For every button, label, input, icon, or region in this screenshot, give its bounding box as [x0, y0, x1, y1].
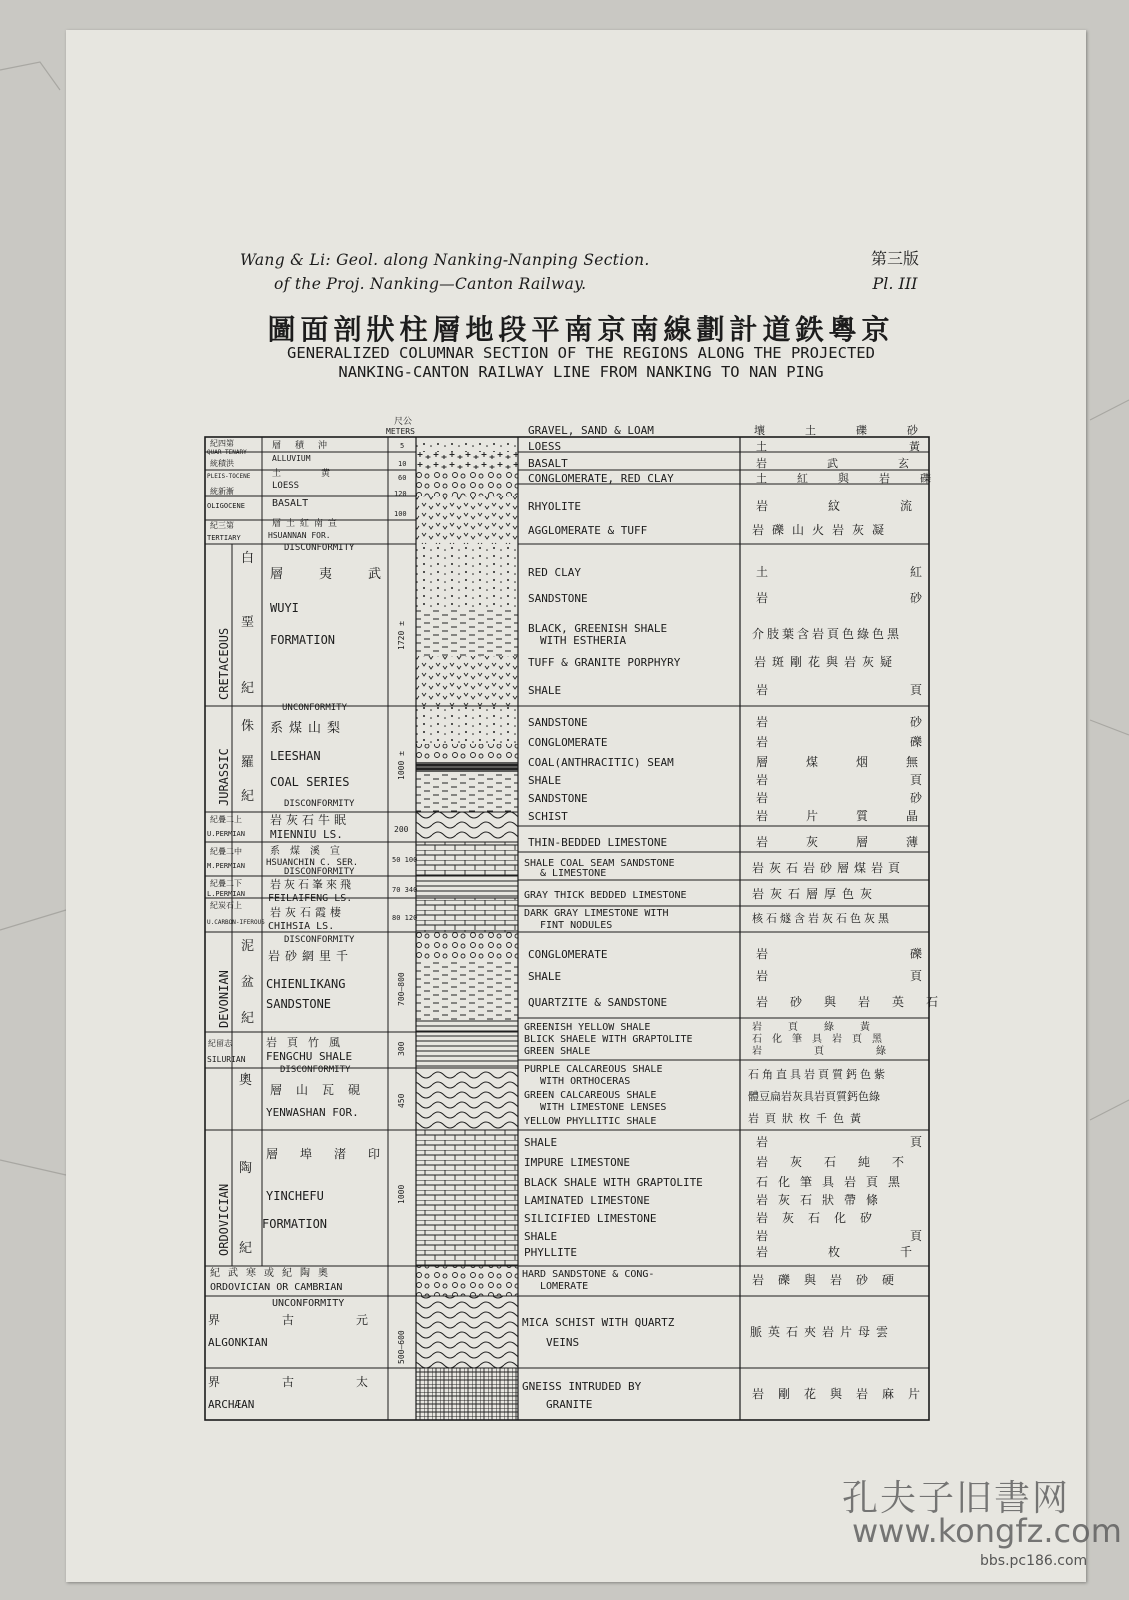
lith-en: WITH ORTHOCERAS	[540, 1076, 631, 1087]
formation-en: MIENNIU LS.	[270, 828, 343, 841]
formation-en: YENWASHAN FOR.	[266, 1106, 359, 1119]
watermark-text: 孔夫子旧書网	[842, 1478, 1071, 1519]
era-en: CRETACEOUS	[217, 627, 231, 700]
lith-en: TUFF & GRANITE PORPHYRY	[528, 656, 681, 669]
lith-cn: 脈英石夾岩片母雲	[750, 1325, 895, 1339]
lith-en: CONGLOMERATE, RED CLAY	[528, 472, 674, 485]
lith-cn: 壤土礫砂	[754, 424, 958, 437]
lith-cn: 岩灰石純不	[756, 1155, 927, 1169]
era-cn: 統積洪	[210, 459, 234, 468]
era-cn: 羅	[241, 755, 255, 770]
lith-en: MICA SCHIST WITH QUARTZ	[522, 1316, 675, 1329]
lithology-column	[416, 442, 518, 1420]
formation-en: FEILAIFENG LS.	[268, 893, 353, 904]
break-label: DISCONFORMITY	[280, 1065, 351, 1075]
title-chinese: 圖面剖狀柱層地段平南京南線劃計道鉄粵京	[267, 313, 895, 346]
era-cn: 白	[241, 551, 255, 566]
lith-en: BLICK SHAELE WITH GRAPTOLITE	[524, 1034, 693, 1045]
era-cn: 紀疊二上	[210, 815, 242, 824]
lith-en: HARD SANDSTONE & CONG-	[522, 1269, 655, 1280]
era-en: SILURIAN	[207, 1055, 246, 1064]
meters-header-cn: 尺公	[394, 417, 413, 427]
formation-en: FORMATION	[262, 1217, 328, 1231]
era-cn: 紀	[241, 681, 255, 696]
lith-en: SCHIST	[528, 810, 568, 823]
lith-cn: 岩灰石岩砂層煤岩頁	[752, 861, 906, 875]
lith-en: GREEN CALCAREOUS SHALE	[524, 1090, 657, 1101]
lith-cn: 岩頁綠黃	[752, 1022, 896, 1033]
lith-cn: 岩礫山火岩灰凝	[752, 523, 893, 537]
lithology-descriptions	[522, 423, 1064, 1411]
lith-cn: 岩紋流	[756, 499, 973, 513]
lith-cn: 層煤烟無	[756, 755, 957, 769]
era-en: L.PERMIAN	[207, 890, 245, 898]
formation-en: SANDSTONE	[266, 997, 332, 1011]
formation-en: COAL SERIES	[270, 775, 350, 789]
lith-en: SHALE	[528, 684, 562, 697]
era-cn: 侏	[241, 719, 255, 734]
lith-en: BLACK, GREENISH SHALE	[528, 622, 668, 635]
formation-en: FENGCHU SHALE	[266, 1050, 353, 1063]
watermark-forum: bbs.pc186.com	[980, 1553, 1088, 1569]
lith-en: RED CLAY	[528, 566, 581, 579]
lith-en: FINT NODULES	[540, 920, 613, 931]
lith-cn: 岩灰石狀帶條	[756, 1193, 889, 1207]
lith-en: SANDSTONE	[528, 592, 588, 605]
era-cn: 紀四第	[210, 439, 234, 448]
formation-en: ALLUVIUM	[272, 454, 311, 463]
formation-cn: 層夷武	[270, 567, 418, 582]
lith-cn: 岩頁	[756, 969, 1065, 983]
lith-cn: 土黃	[756, 440, 1062, 453]
lith-en: GNEISS INTRUDED BY	[522, 1380, 642, 1393]
era-cn: 陶	[239, 1161, 253, 1176]
lith-en: SHALE	[524, 1136, 558, 1149]
lith-cn: 岩礫	[756, 947, 1065, 961]
title-english-line-2: NANKING-CANTON RAILWAY LINE FROM NANKING TO NAN PING	[338, 363, 824, 381]
lith-cn: 岩頁	[756, 683, 1065, 697]
era-cn: 堊	[241, 615, 255, 630]
era-en: DEVONIAN	[217, 970, 231, 1028]
lith-cn: 岩灰層薄	[756, 835, 957, 849]
lith-en: CONGLOMERATE	[528, 736, 608, 749]
thickness-value: 50 100	[392, 856, 418, 864]
watermark-url: www.kongfz.com	[852, 1512, 1122, 1550]
era-cn: 紀三第	[210, 521, 234, 530]
lith-cn: 岩灰石化矽	[756, 1211, 887, 1225]
thickness-value: 10	[398, 460, 407, 468]
formation-cn: 岩灰石霞棲	[270, 906, 345, 919]
lith-cn: 土紅	[756, 565, 1065, 579]
formation-cn: 岩砂網里千	[268, 949, 354, 963]
thickness-value: 1000	[397, 1184, 406, 1204]
lith-en: BASALT	[528, 457, 568, 470]
lith-cn: 岩灰石層厚色灰	[752, 887, 879, 901]
lith-cn: 岩砂與岩英石	[756, 995, 961, 1009]
lith-en: SILICIFIED LIMESTONE	[524, 1212, 657, 1225]
lith-en: PURPLE CALCAREOUS SHALE	[524, 1064, 663, 1075]
break-label: DISCONFORMITY	[284, 935, 355, 945]
lith-en: SHALE	[528, 970, 562, 983]
formation-cn: 岩灰石峯來飛	[270, 878, 354, 891]
era-en: U.CARBON-IFEROUS	[207, 919, 265, 926]
formation-cn: 層積沖	[272, 441, 342, 451]
thickness-value: 1720 ±	[397, 621, 406, 650]
formation-en: YINCHEFU	[266, 1189, 324, 1203]
lith-en: COAL(ANTHRACITIC) SEAM	[528, 756, 674, 769]
formation-en: HSUANCHIN C. SER.	[266, 858, 359, 868]
lith-en: VEINS	[546, 1336, 580, 1349]
lith-en: CONGLOMERATE	[528, 948, 608, 961]
meters-header-en: METERS	[386, 427, 415, 436]
era-cn: 紀	[239, 1241, 253, 1256]
lith-cn: 岩頁	[756, 1135, 1065, 1149]
lith-en: WITH LIMESTONE LENSES	[540, 1102, 667, 1113]
lith-en: SANDSTONE	[528, 792, 588, 805]
formation-en: CHIENLIKANG	[266, 977, 346, 991]
era-cn: 泥	[241, 939, 255, 954]
era-cn: 奧	[239, 1073, 253, 1088]
lith-cn: 岩武玄	[756, 457, 969, 470]
era-cn: 紀疊二中	[210, 847, 242, 856]
lith-en: SANDSTONE	[528, 716, 588, 729]
lith-en: LOMERATE	[540, 1281, 589, 1292]
lith-en: BLACK SHALE WITH GRAPTOLITE	[524, 1176, 703, 1189]
lith-en: LOESS	[528, 440, 562, 453]
formation-en: BASALT	[272, 498, 309, 509]
formation-en: CHIHSIA LS.	[268, 921, 335, 932]
thickness-value: 70 340	[392, 886, 418, 894]
lith-en: GREENISH YELLOW SHALE	[524, 1022, 651, 1033]
formation-en: ORDOVICIAN OR CAMBRIAN	[210, 1282, 343, 1293]
thickness-value: 300	[397, 1041, 406, 1056]
era-en: OLIGOCENE	[207, 502, 245, 510]
lith-en: THIN-BEDDED LIMESTONE	[528, 836, 668, 849]
lith-cn: 岩頁狀枚千色黃	[748, 1112, 867, 1125]
break-label: UNCONFORMITY	[282, 703, 348, 713]
lith-en: SHALE	[528, 774, 562, 787]
lith-en: GREEN SHALE	[524, 1046, 591, 1057]
era-labels	[207, 438, 265, 1256]
formation-cn: 層埠渚印	[266, 1147, 403, 1161]
era-cn: 紀	[241, 789, 255, 804]
thickness-value: 5	[400, 442, 405, 450]
lith-en: GRAVEL, SAND & LOAM	[528, 424, 654, 437]
formation-en: WUYI	[270, 601, 299, 615]
lith-en: GRANITE	[546, 1398, 593, 1411]
era-en: JURASSIC	[217, 748, 231, 806]
thickness-value: 120	[394, 490, 407, 498]
lith-cn: 岩斑剛花與岩灰疑	[754, 655, 899, 669]
lith-cn: 岩砂	[756, 591, 1065, 605]
lith-en: LAMINATED LIMESTONE	[524, 1194, 650, 1207]
formation-cn: 紀武寒或紀陶奧	[210, 1268, 336, 1279]
lith-cn: 石化筆具岩頁黑	[752, 1034, 892, 1045]
lith-cn: 岩剛花與岩麻片	[752, 1387, 935, 1401]
thickness-value: 700–800	[397, 972, 406, 1006]
era-cn: 紀炭石上	[210, 901, 242, 910]
formation-cn: 層土紅南宣	[272, 519, 343, 529]
era-cn: 紀疊二下	[210, 879, 242, 888]
lith-cn: 體豆扁岩灰具岩頁質鈣色綠	[748, 1090, 880, 1103]
lith-cn: 介肢葉含岩頁色綠色黑	[752, 627, 903, 641]
formation-cn: 界古元	[208, 1313, 431, 1327]
lith-cn: 岩頁	[756, 1229, 1065, 1243]
formation-cn: 系煤山梨	[270, 721, 347, 736]
lith-en: & LIMESTONE	[540, 868, 607, 879]
plate-number-cn: 第三版	[870, 249, 919, 268]
thickness-value: 1000 ±	[397, 751, 406, 780]
lith-en: RHYOLITE	[528, 500, 581, 513]
formation-en: LOESS	[272, 481, 300, 491]
lith-cn: 土紅與岩礫	[756, 472, 961, 485]
lith-en: GRAY THICK BEDDED LIMESTONE	[524, 890, 687, 901]
formation-en: LEESHAN	[270, 749, 321, 763]
era-cn: 紀留志	[208, 1039, 232, 1048]
break-label: DISCONFORMITY	[284, 867, 355, 877]
formation-en: HSUANNAN FOR.	[268, 531, 331, 540]
break-label: DISCONFORMITY	[284, 543, 355, 553]
lith-cn: 石化筆具岩頁黑	[756, 1175, 911, 1189]
lith-en: YELLOW PHYLLITIC SHALE	[524, 1116, 657, 1127]
lith-en: AGGLOMERATE & TUFF	[528, 524, 648, 537]
era-en: M.PERMIAN	[207, 862, 245, 870]
era-cn: 盆	[241, 975, 255, 990]
era-en: PLEIS-TOCENE	[207, 473, 251, 480]
formation-en: ALGONKIAN	[208, 1336, 268, 1349]
thickness-value: 100	[394, 510, 407, 518]
formation-cn: 岩灰石牛眠	[270, 813, 351, 827]
era-en: TERTIARY	[207, 534, 241, 542]
thickness-value: 200	[394, 825, 409, 834]
thickness-value: 450	[397, 1093, 406, 1108]
lith-cn: 岩片質晶	[756, 809, 957, 823]
era-en: U.PERMIAN	[207, 830, 245, 838]
formation-cn: 岩頁竹風	[266, 1036, 350, 1049]
formation-cn: 層山瓦硯	[270, 1083, 375, 1097]
lith-cn: 石角直具岩頁質鈣色紫	[748, 1068, 888, 1081]
era-cn: 紀	[241, 1011, 255, 1026]
era-en: ORDOVICIAN	[217, 1183, 231, 1256]
lith-cn: 核石燧含岩灰石色灰黑	[752, 912, 892, 925]
lith-cn: 岩砂	[756, 715, 1065, 729]
lith-en: DARK GRAY LIMESTONE WITH	[524, 908, 669, 919]
lith-cn: 岩頁	[756, 773, 1065, 787]
thickness-value: 80 120	[392, 914, 418, 922]
lith-cn: 岩礫與岩砂硬	[752, 1273, 909, 1287]
lith-cn: 岩礫	[756, 735, 1065, 749]
lith-cn: 岩枚千	[756, 1245, 973, 1259]
lith-en: SHALE	[524, 1230, 558, 1243]
lith-cn: 岩頁綠	[752, 1046, 938, 1057]
title-english-line-1: GENERALIZED COLUMNAR SECTION OF THE REGIONS ALONG THE PROJECTED	[287, 344, 875, 362]
era-en: QUAR-TENARY	[207, 449, 247, 456]
citation-line-1: Wang & Li: Geol. along Nanking-Nanping Section.	[240, 251, 650, 269]
thickness-value: 60	[398, 474, 407, 482]
formation-cn: 土黄	[272, 469, 371, 479]
citation-line-2: of the Proj. Nanking—Canton Railway.	[274, 275, 587, 293]
lith-cn: 岩砂	[756, 791, 1065, 805]
formation-cn: 系煤溪宣	[270, 846, 350, 857]
lith-en: PHYLLITE	[524, 1246, 577, 1259]
formation-en: FORMATION	[270, 633, 336, 647]
plate-number-en: Pl. III	[872, 274, 918, 293]
formation-en: ARCHÆAN	[208, 1398, 255, 1411]
formation-cn: 界古太	[208, 1375, 431, 1389]
lith-en: IMPURE LIMESTONE	[524, 1156, 630, 1169]
era-cn: 統新漸	[210, 487, 234, 496]
break-label: DISCONFORMITY	[284, 799, 355, 809]
break-label: UNCONFORMITY	[272, 1298, 345, 1309]
lith-en: WITH ESTHERIA	[540, 634, 627, 647]
lith-en: SHALE COAL SEAM SANDSTONE	[524, 858, 675, 869]
thickness-value: 500–600	[397, 1330, 406, 1364]
lith-en: QUARTZITE & SANDSTONE	[528, 996, 668, 1009]
